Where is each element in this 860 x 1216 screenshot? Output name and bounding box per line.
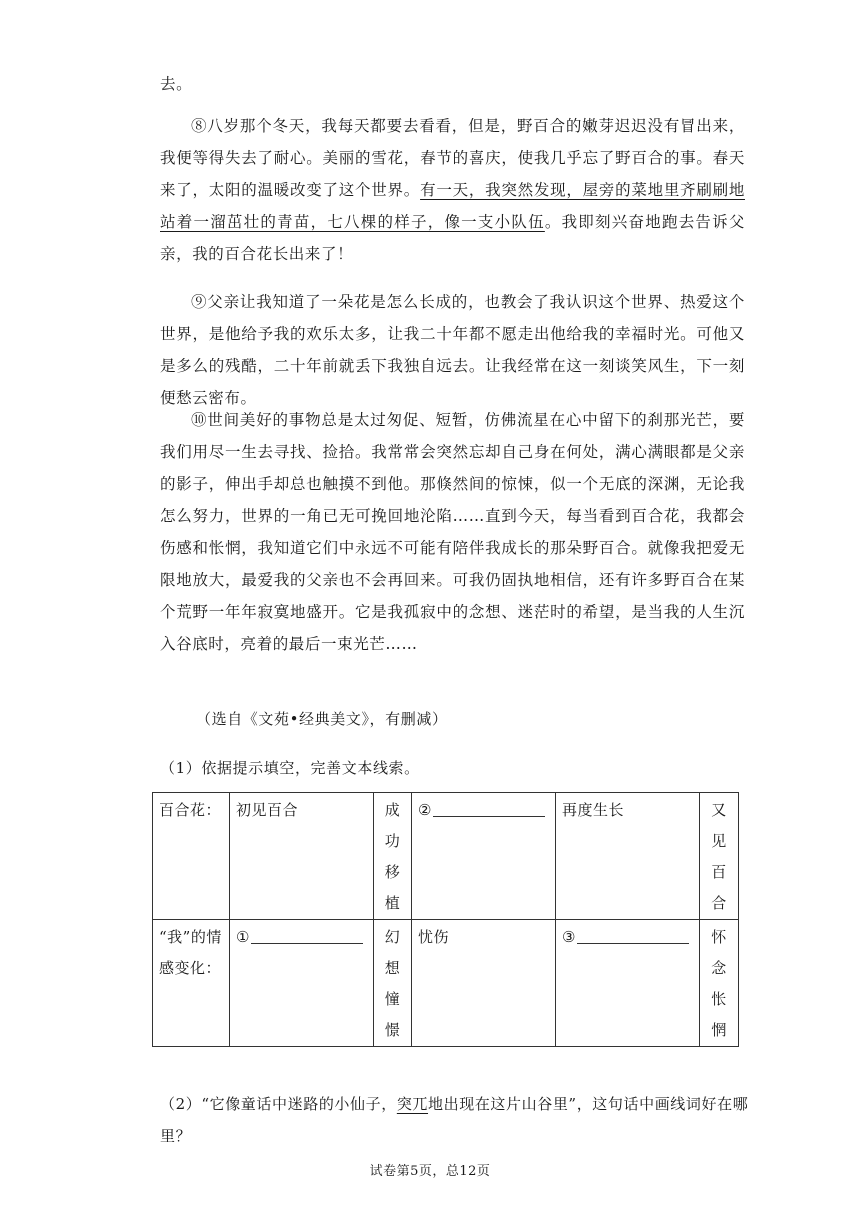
vertical-char: 憧: [384, 990, 401, 1008]
vertical-char: 念: [711, 959, 727, 977]
page-footer: 试卷第5页，总12页: [369, 1164, 491, 1179]
paragraph-8-text-a: ⑧八岁那个冬天，我每天都要去看看，但是，野百合的嫩芽迟迟没有冒出来，我便等得失去了耐心。美丽的雪花，春节的喜庆，使我几乎忘了野百合的事。春天来了，太阳的温暖改变了这个世界。: [160, 117, 745, 199]
blank-label-3: ③: [562, 928, 576, 946]
paragraph-8: [160, 110, 745, 270]
cell-sadness: 忧伤: [412, 920, 556, 1047]
cell-see-again: [700, 793, 739, 920]
vertical-char: 合: [711, 894, 727, 912]
vertical-char: 功: [384, 832, 401, 850]
question-2-text-a: （2）“它像童话中迷路的小仙子，: [160, 1095, 397, 1113]
cell-regrow: 再度生长: [556, 793, 700, 920]
vertical-char: 怅: [711, 990, 727, 1008]
vertical-char: 惘: [711, 1021, 727, 1039]
cell-first-sight: 初见百合: [230, 793, 374, 920]
answer-blank-1[interactable]: [251, 925, 363, 944]
answer-blank-2[interactable]: [433, 798, 545, 817]
vertical-char: 成: [384, 801, 401, 819]
paragraph-8-text-b: 。我即刻兴奋地跑去告诉父亲，我的百合花长出来了！: [160, 213, 745, 263]
vertical-char: 又: [711, 801, 727, 819]
vertical-char: 见: [711, 832, 727, 850]
source-citation: （选自《文苑•经典美文》，有删减）: [196, 710, 448, 728]
blank-label-1: ①: [236, 928, 250, 946]
cell-nostalgia: [700, 920, 739, 1047]
vertical-char: 百: [711, 863, 727, 881]
table-row-emotion: [153, 920, 739, 1047]
question-2: [160, 1088, 750, 1152]
row-header-emotion: “我”的情感变化：: [153, 920, 230, 1047]
cell-transplant: [374, 793, 412, 920]
answer-blank-3[interactable]: [577, 925, 689, 944]
cell-blank-3: [556, 920, 700, 1047]
question-2-text-b: 地出现在这片山谷里”，这句话中画线词好在哪里？: [160, 1095, 749, 1145]
vertical-char: 怀: [711, 928, 727, 946]
clue-table: [152, 792, 739, 1047]
paragraph-10: ⑩世间美好的事物总是太过匆促、短暂，仿佛流星在心中留下的刹那光芒，要我们用尽一生去寻找、捡拾。我常常会突然忘却自己身在何处，满心满眼都是父亲的影子，伸出手却总也触摸不到他。那倏然间的惊悚，似一个无底的深渊，无论我怎么努力，世界的一角已无可挽回地沦陷……直到今天，每当看到百合花，我都会伤感和怅惘，我知道它们中永远不可能有陪伴我成长的那朵野百合。就像我把爱无限地放大，最爱我的父亲也不会再回来。可我仍固执地相信，还有许多野百合在某个荒野一年年寂寞地盛开。它是我孤寂中的念想、迷茫时的希望，是当我的人生沉入谷底时，亮着的最后一束光芒……: [160, 411, 745, 653]
row-header-lily: 百合花：: [153, 793, 230, 920]
question-1-prompt: （1）依据提示填空，完善文本线索。: [160, 759, 420, 777]
paragraph-9: ⑨父亲让我知道了一朵花是怎么长成的，也教会了我认识这个世界、热爱这个世界，是他给予我的欢乐太多，让我二十年都不愿走出他给我的幸福时光。可他又是多么的残酷，二十年前就丢下我独自远去。让我经常在这一刻谈笑风生，下一刻便愁云密布。: [160, 293, 745, 407]
vertical-char: 憬: [384, 1021, 401, 1039]
paragraph-7-end: 去。: [160, 75, 193, 93]
underlined-word: 突兀: [396, 1095, 429, 1113]
cell-blank-1: [230, 920, 374, 1047]
blank-label-2: ②: [418, 801, 432, 819]
vertical-char: 想: [384, 959, 401, 977]
vertical-char: 幻: [384, 928, 401, 946]
underlined-sentence: 有一天，我突然发现，屋旁的菜地里齐刷刷地站着一溜茁壮的青苗，七八棵的样子，像一支小队伍: [160, 181, 745, 231]
table-row-lily: [153, 793, 739, 920]
vertical-char: 移: [384, 863, 401, 881]
cell-blank-2: [412, 793, 556, 920]
vertical-char: 植: [384, 894, 401, 912]
cell-fantasy: [374, 920, 412, 1047]
